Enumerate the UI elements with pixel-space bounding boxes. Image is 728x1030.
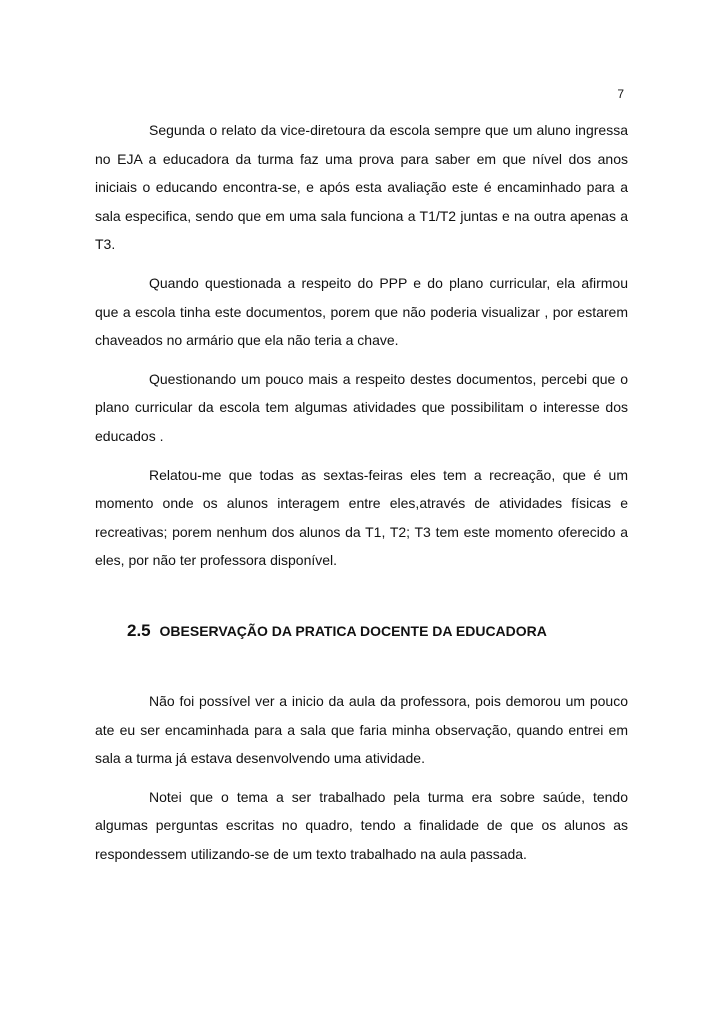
paragraph-curriculum-activities: Questionando um pouco mais a respeito destes documentos, percebi que o plano curricular da escola tem algumas atividades que possibilitam o interesse dos educados .	[95, 370, 628, 444]
paragraph-ppp-question: Quando questionada a respeito do PPP e do plano curricular, ela afirmou que a escola tinha este documentos, porem que não poderia visualizar , por estarem chaveados no armário que ela não teria a chave.	[95, 274, 628, 349]
section-number: 2.5	[127, 620, 151, 640]
page-number: 7	[617, 87, 624, 101]
paragraph-health-theme: Notei que o tema a ser trabalhado pela turma era sobre saúde, tendo algumas perguntas escritas no quadro, tendo a finalidade de que os alunos as respondessem utilizando-se de um texto trabalhado na aula passada.	[95, 788, 628, 862]
page-content	[95, 116, 628, 868]
paragraph-enrollment-process: Segunda o relato da vice-diretoura da escola sempre que um aluno ingressa no EJA a educadora da turma faz uma prova para saber em que nível dos anos iniciais o educando encontra-se, e após esta avaliação este é encaminhado para a sala especifica, sendo que em uma sala funciona a T1/T2 juntas e na outra apenas a T3.	[95, 122, 628, 253]
section-heading	[95, 617, 628, 645]
paragraph-recreation: Relatou-me que todas as sextas-feiras eles tem a recreação, que é um momento onde os alunos interagem entre eles,através de atividades físicas e recreativas; porem nenhum dos alunos da T1, T2; T3 tem este momento oferecido a eles, por não ter professora disponível.	[95, 466, 628, 569]
section-title: OBESERVAÇÃO DA PRATICA DOCENTE DA EDUCADORA	[159, 622, 547, 639]
paragraph-class-start: Não foi possível ver a inicio da aula da professora, pois demorou um pouco ate eu ser encaminhada para a sala que faria minha observação, quando entrei em sala a turma já estava desenvolvendo uma atividade.	[95, 692, 628, 767]
